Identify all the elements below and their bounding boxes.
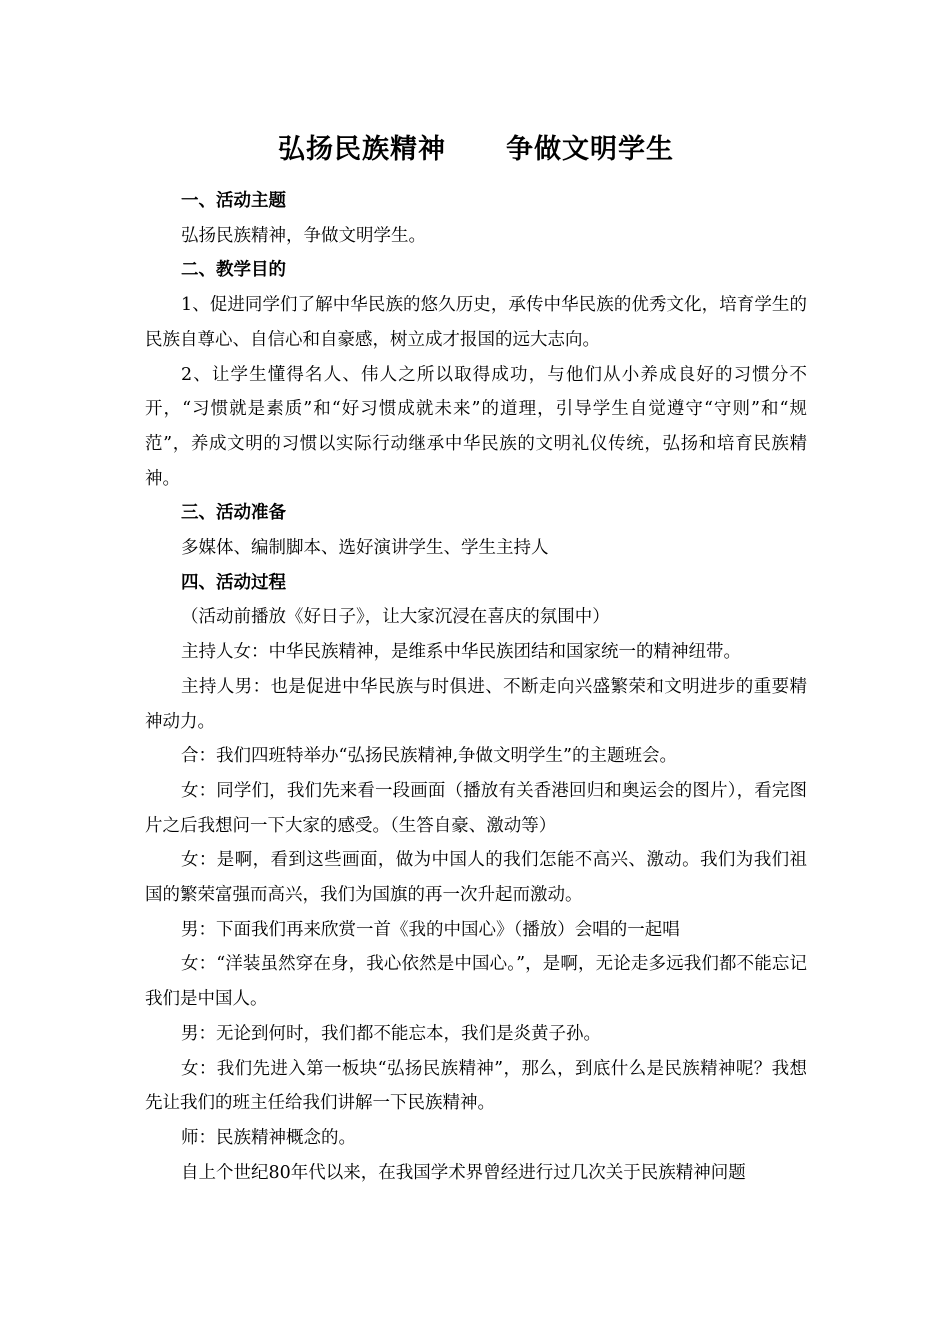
document-body <box>145 184 807 1190</box>
paragraph: 主持人男：也是促进中华民族与时俱进、不断走向兴盛繁荣和文明进步的重要精神动力。 <box>145 676 807 732</box>
paragraph: 弘扬民族精神，争做文明学生。 <box>181 225 426 246</box>
paragraph: 女：是啊，看到这些画面，做为中国人的我们怎能不高兴、激动。我们为我们祖国的繁荣富强而高兴，我们为国旗的再一次升起而激动。 <box>145 850 807 906</box>
paragraph: 1、促进同学们了解中华民族的悠久历史，承传中华民族的优秀文化，培育学生的民族自尊心、自信心和自豪感，树立成才报国的远大志向。 <box>145 295 807 350</box>
document-title <box>145 128 807 172</box>
paragraph: 2、让学生懂得名人、伟人之所以取得成功，与他们从小养成良好的习惯分不开，“习惯就是素质”和“好习惯成就未来”的道理，引导学生自觉遵守“守则”和“规范”，养成文明的习惯以实际行动继承中华民族的文明礼仪传统，弘扬和培育民族精神。 <box>145 364 807 489</box>
title-part-2: 争做文明学生 <box>506 134 674 165</box>
paragraph: 自上个世纪80年代以来，在我国学术界曾经进行过几次关于民族精神问题 <box>181 1162 746 1183</box>
paragraph: 男：无论到何时，我们都不能忘本，我们是炎黄子孙。 <box>181 1023 601 1044</box>
section-heading: 四、活动过程 <box>181 572 286 593</box>
paragraph: 师：民族精神概念的。 <box>181 1127 356 1148</box>
paragraph: 女：“洋装虽然穿在身，我心依然是中国心。”，是啊，无论走多远我们都不能忘记我们是中国人。 <box>145 954 807 1010</box>
paragraph: 合：我们四班特举办“弘扬民族精神,争做文明学生”的主题班会。 <box>181 746 677 767</box>
paragraph: 女：同学们，我们先来看一段画面（播放有关香港回归和奥运会的图片），看完图片之后我想问一下大家的感受。（生答自豪、激动等） <box>145 780 807 836</box>
paragraph: （活动前播放《好日子》，让大家沉浸在喜庆的氛围中） <box>181 607 610 628</box>
paragraph: 多媒体、编制脚本、选好演讲学生、学生主持人 <box>181 538 549 559</box>
section-heading: 三、活动准备 <box>181 503 286 524</box>
section-heading: 一、活动主题 <box>181 191 286 211</box>
paragraph: 男：下面我们再来欣赏一首《我的中国心》（播放）会唱的一起唱 <box>181 919 680 940</box>
title-part-1: 弘扬民族精神 <box>278 134 446 165</box>
section-heading: 二、教学目的 <box>181 260 286 281</box>
paragraph: 女：我们先进入第一板块“弘扬民族精神”，那么，到底什么是民族精神呢？我想先让我们的班主任给我们讲解一下民族精神。 <box>145 1058 807 1114</box>
paragraph: 主持人女：中华民族精神，是维系中华民族团结和国家统一的精神纽带。 <box>181 642 741 663</box>
